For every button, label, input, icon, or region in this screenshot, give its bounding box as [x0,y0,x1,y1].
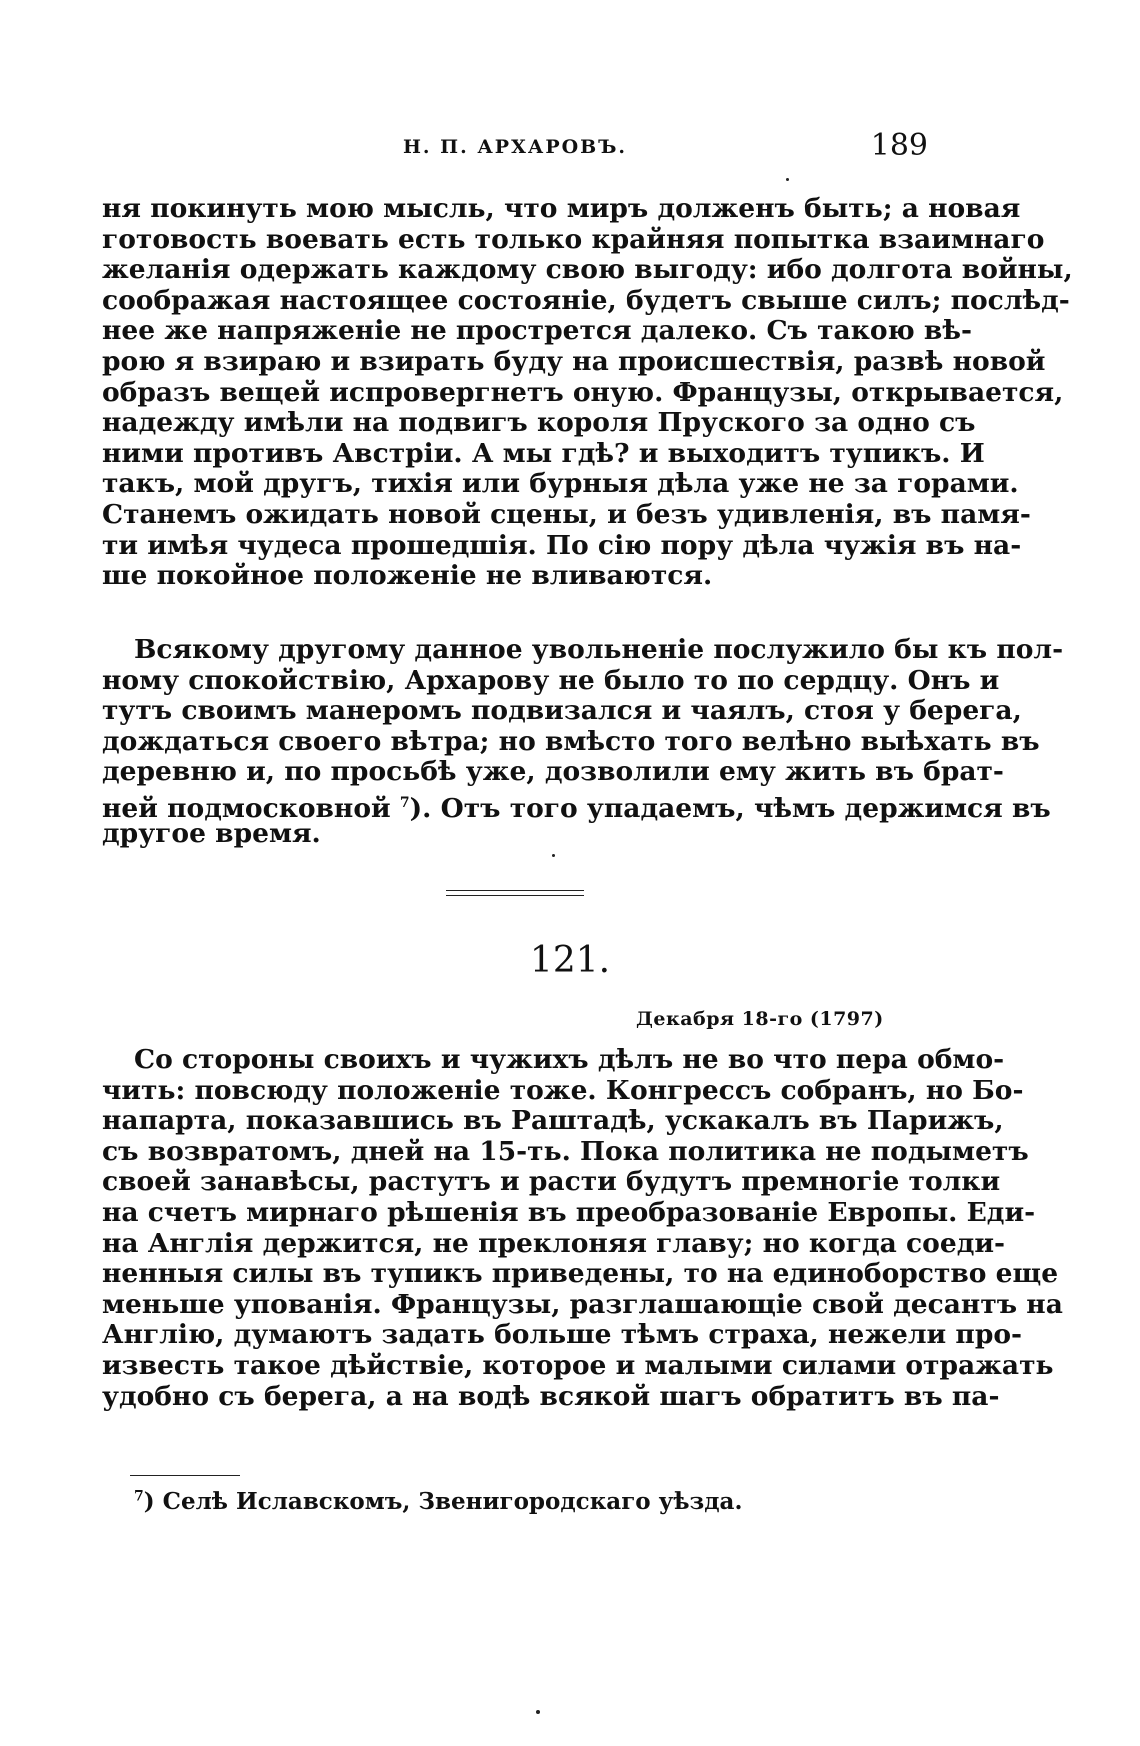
text-line: рою я взираю и взирать буду на происшествія, развѣ новой [102,345,1046,377]
page-number: 189 [870,128,928,163]
letter-date: Декабря 18-го (1797) [636,1008,884,1030]
text-line: съ возвратомъ, дней на 15-ть. Пока политика не подыметъ [102,1135,1029,1167]
text-line: нее же напряженіе не прострется далеко. Съ такою вѣ- [102,315,972,347]
text-line: ня покинуть мою мысль, что миръ долженъ быть; а новая [102,193,1021,224]
text-line: ненныя силы въ тупикъ приведены, то на единоборство еще [102,1258,1059,1290]
footnote-rule [130,1475,240,1476]
text-segment: ). Отъ того упадаемъ, чѣмъ держимся въ [409,792,1051,824]
text-line: другое время. [102,817,321,849]
text-line: готовость воевать есть только крайняя попытка взаимнаго [102,223,1045,255]
footnote-text: ) Селѣ Иславскомъ, Звенигородскаго уѣзда. [143,1488,743,1515]
text-line: надежду имѣли на подвигъ короля Пруского за одно съ [102,407,976,439]
footnote-reference[interactable]: 7 [399,794,410,811]
text-line: ше покойное положеніе не вливаются. [102,560,713,592]
paragraph-narrative [102,634,1064,849]
letter-number: 121. [529,940,611,981]
text-line: ти имѣя чудеса прошедшія. По сію пору дѣла чужія въ на- [102,529,1022,561]
letter-body [102,1044,1063,1412]
text-line: напарта, показавшись въ Раштадѣ, ускакалъ въ Парижъ, [102,1105,1004,1137]
running-title: Н. П. АРХАРОВЪ. [402,136,628,158]
print-speck [786,178,789,181]
text-line: дождаться своего вѣтра; но вмѣсто того велѣно выѣхать въ [102,725,1040,757]
text-line: на счетъ мирнаго рѣшенія въ преобразованіе Европы. Еди- [102,1196,1036,1228]
text-line: своей занавѣсы, растутъ и расти будутъ премногіе толки [102,1166,1001,1198]
text-line: Англію, думаютъ задать больше тѣмъ страха, нежели про- [102,1319,1023,1351]
footnote [134,1488,742,1515]
text-line: образъ вещей испровергнетъ оную. Французы, открывается, [102,376,1064,408]
text-line: ними противъ Австріи. А мы гдѣ? и выходитъ тупикъ. И [102,437,985,469]
section-separator-bottom [446,895,584,896]
text-line: желанія одержать каждому свою выгоду: ибо долгота войны, [102,254,1073,286]
text-line: деревню и, по просьбѣ уже, дозволили ему жить въ брат- [102,756,1004,788]
text-line: на Англія держится, не преклоняя главу; но когда соеди- [102,1227,1006,1259]
text-line: ному спокойствію, Архарову не было то по сердцу. Онъ и [102,664,1000,696]
text-line: чить: повсюду положеніе тоже. Конгрессъ собранъ, но Бо- [102,1074,1024,1106]
text-line: удобно съ берега, а на водѣ всякой шагъ обратитъ въ па- [102,1380,1000,1412]
text-line: меньше упованія. Французы, разглашающіе свой десантъ на [102,1288,1063,1320]
text-line: такъ, мой другъ, тихія или бурныя дѣла уже не за горами. [102,468,1019,500]
paragraph-continued [102,193,1073,592]
print-speck [536,1710,540,1714]
text-line: тутъ своимъ манеромъ подвизался и чаялъ, стоя у берега, [102,695,1022,727]
text-line: Станемъ ожидать новой сцены, и безъ удивленія, въ памя- [102,498,1031,530]
text-line: Со стороны своихъ и чужихъ дѣлъ не во что пера обмо- [134,1044,1005,1075]
text-segment: ней подмосковной [102,792,391,824]
text-line: известь такое дѣйствіе, которое и малыми силами отражать [102,1349,1054,1381]
text-line-with-footnote-ref [102,788,1051,824]
running-head [102,128,928,168]
text-line: соображая настоящее состояніе, будетъ свыше силъ; послѣд- [102,284,1070,316]
text-line: Всякому другому данное увольненіе послужило бы къ пол- [134,634,1064,665]
footnote-marker: 7 [134,1488,144,1505]
section-separator-top [446,890,584,891]
print-speck [552,854,555,857]
